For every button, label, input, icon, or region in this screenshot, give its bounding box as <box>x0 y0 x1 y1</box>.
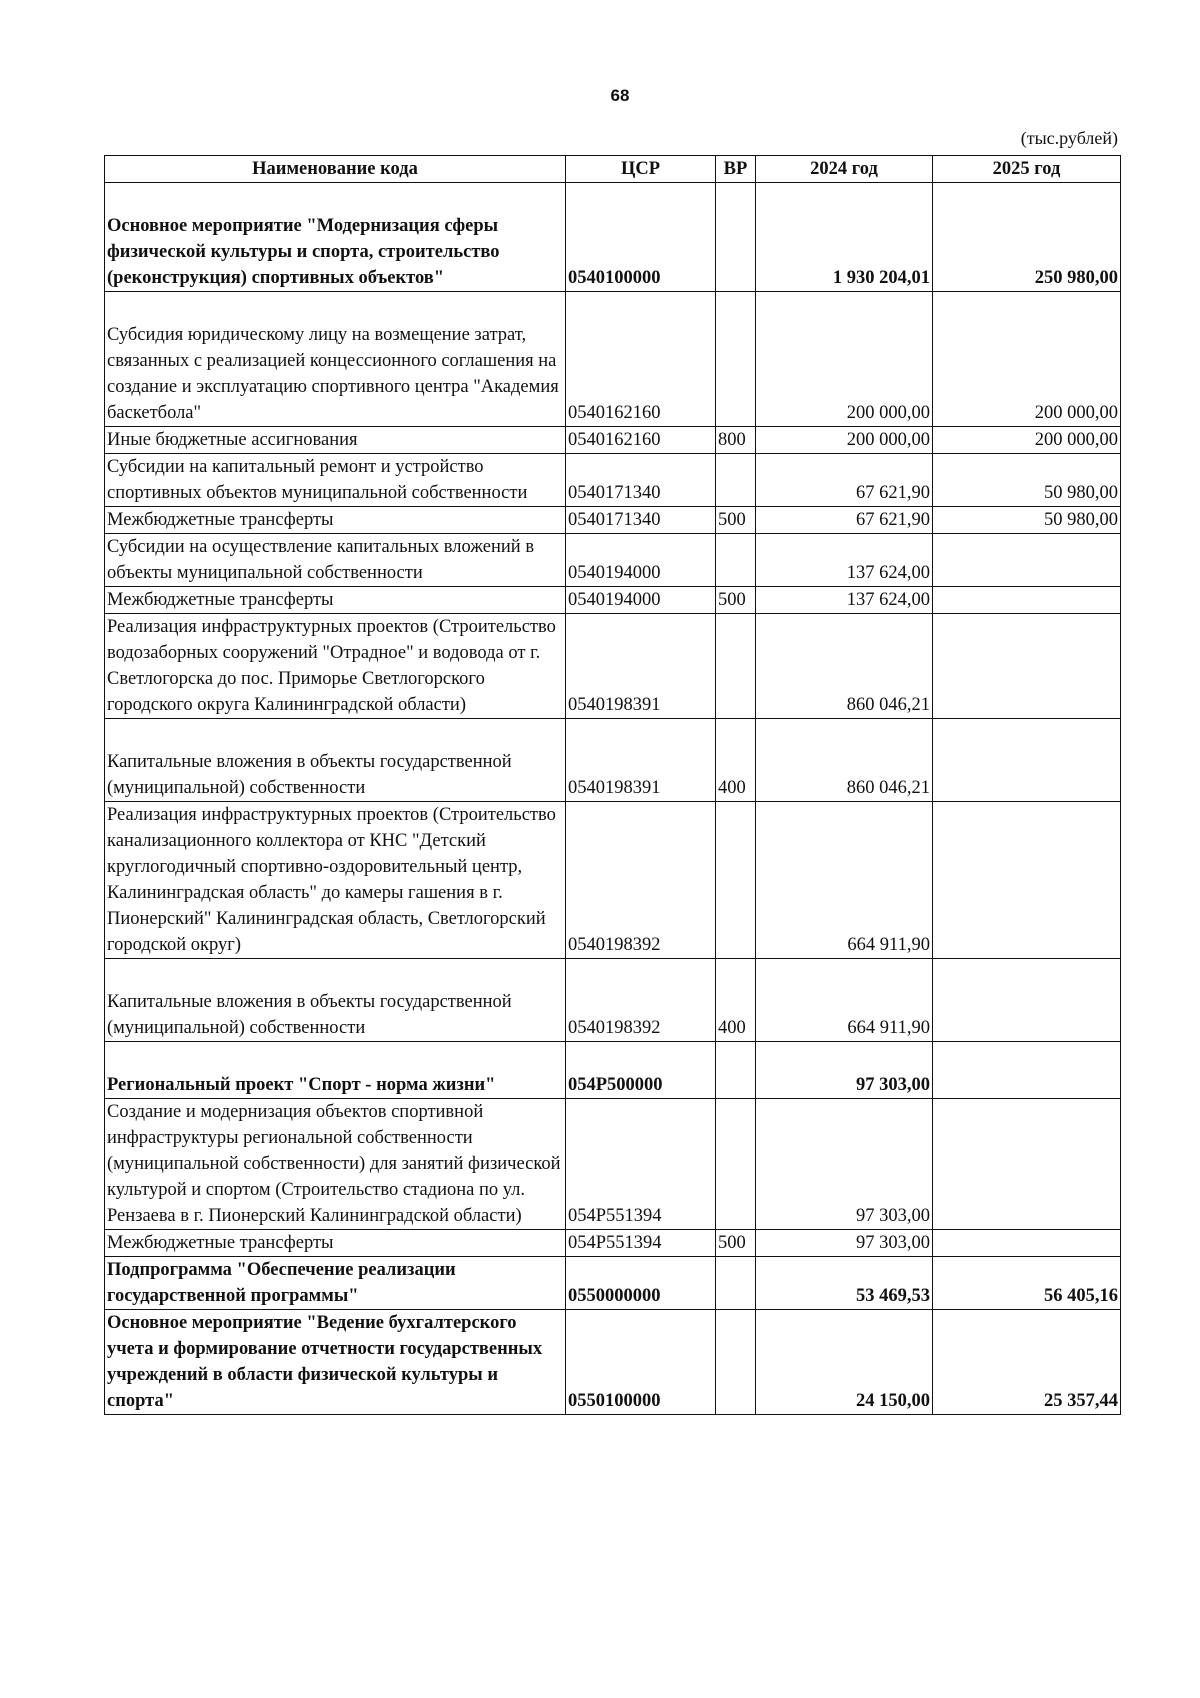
row-csr: 0540171340 <box>566 507 716 534</box>
row-amount-2025: 50 980,00 <box>933 507 1121 534</box>
row-vr <box>716 183 756 292</box>
row-amount-2024: 664 911,90 <box>756 802 933 959</box>
row-vr <box>716 1099 756 1230</box>
row-amount-2024: 67 621,90 <box>756 507 933 534</box>
row-vr <box>716 614 756 719</box>
row-vr <box>716 802 756 959</box>
row-csr: 0540194000 <box>566 587 716 614</box>
row-csr: 0550000000 <box>566 1257 716 1310</box>
row-amount-2025 <box>933 719 1121 802</box>
row-csr: 0540171340 <box>566 454 716 507</box>
row-name: Реализация инфраструктурных проектов (Строительство канализационного коллектора от КНС "Детский круглогодичный спортивно-оздоровительный центр, Калининградская область" до камеры гашения в г. Пионерский" Калининградская область, Светлогорский городской округ) <box>105 802 566 959</box>
column-header-2024: 2024 год <box>756 156 933 183</box>
row-csr: 0540198392 <box>566 959 716 1042</box>
row-csr: 0540198391 <box>566 614 716 719</box>
row-name: Субсидия юридическому лицу на возмещение затрат, связанных с реализацией концессионного соглашения на создание и эксплуатацию спортивного центра "Академия баскетбола" <box>105 292 566 427</box>
table-row <box>105 1310 1121 1415</box>
table-row <box>105 507 1121 534</box>
row-vr: 800 <box>716 427 756 454</box>
row-amount-2024: 97 303,00 <box>756 1230 933 1257</box>
row-amount-2024: 67 621,90 <box>756 454 933 507</box>
units-note: (тыс.рублей) <box>1020 128 1118 148</box>
row-csr: 0540198392 <box>566 802 716 959</box>
table-row <box>105 959 1121 1042</box>
row-vr <box>716 1257 756 1310</box>
row-amount-2025 <box>933 534 1121 587</box>
row-amount-2024: 1 930 204,01 <box>756 183 933 292</box>
budget-table <box>104 155 1121 1415</box>
page-number: 68 <box>610 86 630 105</box>
row-vr <box>716 454 756 507</box>
row-amount-2024: 200 000,00 <box>756 292 933 427</box>
row-csr: 054P551394 <box>566 1099 716 1230</box>
row-vr <box>716 1310 756 1415</box>
row-name: Создание и модернизация объектов спортивной инфраструктуры региональной собственности (муниципальной собственности) для занятий физической культурой и спортом (Строительство стадиона по ул. Рензаева в г. Пионерский Калининградской области) <box>105 1099 566 1230</box>
row-amount-2024: 137 624,00 <box>756 534 933 587</box>
table-row <box>105 614 1121 719</box>
row-amount-2025 <box>933 587 1121 614</box>
row-csr: 0540198391 <box>566 719 716 802</box>
table-header-row <box>105 156 1121 183</box>
row-csr: 054P551394 <box>566 1230 716 1257</box>
row-amount-2024: 200 000,00 <box>756 427 933 454</box>
row-name: Иные бюджетные ассигнования <box>105 427 566 454</box>
row-amount-2025 <box>933 1099 1121 1230</box>
row-amount-2025: 25 357,44 <box>933 1310 1121 1415</box>
row-csr: 0540100000 <box>566 183 716 292</box>
row-name: Подпрограмма "Обеспечение реализации государственной программы" <box>105 1257 566 1310</box>
row-vr: 500 <box>716 1230 756 1257</box>
table-row <box>105 1230 1121 1257</box>
row-amount-2025: 50 980,00 <box>933 454 1121 507</box>
table-row <box>105 427 1121 454</box>
row-name: Межбюджетные трансферты <box>105 1230 566 1257</box>
row-amount-2025: 56 405,16 <box>933 1257 1121 1310</box>
row-csr: 0550100000 <box>566 1310 716 1415</box>
row-amount-2024: 137 624,00 <box>756 587 933 614</box>
row-amount-2025: 200 000,00 <box>933 292 1121 427</box>
row-name: Межбюджетные трансферты <box>105 507 566 534</box>
row-vr: 400 <box>716 959 756 1042</box>
column-header-2025: 2025 год <box>933 156 1121 183</box>
row-amount-2024: 53 469,53 <box>756 1257 933 1310</box>
row-amount-2025 <box>933 1042 1121 1099</box>
row-csr: 0540162160 <box>566 292 716 427</box>
row-amount-2025 <box>933 802 1121 959</box>
row-name: Основное мероприятие "Ведение бухгалтерского учета и формирование отчетности государственных учреждений в области физической культуры и спорта" <box>105 1310 566 1415</box>
row-vr <box>716 534 756 587</box>
row-vr: 500 <box>716 587 756 614</box>
row-name: Субсидии на осуществление капитальных вложений в объекты муниципальной собственности <box>105 534 566 587</box>
row-name: Реализация инфраструктурных проектов (Строительство водозаборных сооружений "Отрадное" и водовода от г. Светлогорска до пос. Приморье Светлогорского городского округа Калининградской области) <box>105 614 566 719</box>
row-name: Межбюджетные трансферты <box>105 587 566 614</box>
row-vr <box>716 1042 756 1099</box>
row-name: Капитальные вложения в объекты государственной (муниципальной) собственности <box>105 959 566 1042</box>
table-row <box>105 1099 1121 1230</box>
table-row <box>105 292 1121 427</box>
row-amount-2024: 860 046,21 <box>756 614 933 719</box>
row-csr: 0540162160 <box>566 427 716 454</box>
row-amount-2025: 250 980,00 <box>933 183 1121 292</box>
row-amount-2024: 97 303,00 <box>756 1099 933 1230</box>
table-row <box>105 183 1121 292</box>
row-amount-2025 <box>933 1230 1121 1257</box>
row-amount-2024: 664 911,90 <box>756 959 933 1042</box>
table-row <box>105 534 1121 587</box>
column-header-csr: ЦСР <box>566 156 716 183</box>
row-csr: 0540194000 <box>566 534 716 587</box>
row-amount-2025 <box>933 614 1121 719</box>
row-vr <box>716 292 756 427</box>
row-vr: 400 <box>716 719 756 802</box>
table-row <box>105 1257 1121 1310</box>
table-row <box>105 587 1121 614</box>
row-name: Субсидии на капитальный ремонт и устройство спортивных объектов муниципальной собственности <box>105 454 566 507</box>
column-header-name: Наименование кода <box>105 156 566 183</box>
row-name: Региональный проект "Спорт - норма жизни" <box>105 1042 566 1099</box>
table-row <box>105 1042 1121 1099</box>
row-name: Основное мероприятие "Модернизация сферы физической культуры и спорта, строительство (реконструкция) спортивных объектов" <box>105 183 566 292</box>
column-header-vr: ВР <box>716 156 756 183</box>
row-name: Капитальные вложения в объекты государственной (муниципальной) собственности <box>105 719 566 802</box>
row-amount-2025: 200 000,00 <box>933 427 1121 454</box>
row-csr: 054P500000 <box>566 1042 716 1099</box>
row-amount-2024: 24 150,00 <box>756 1310 933 1415</box>
table-row <box>105 719 1121 802</box>
table-row <box>105 454 1121 507</box>
row-vr: 500 <box>716 507 756 534</box>
row-amount-2024: 97 303,00 <box>756 1042 933 1099</box>
row-amount-2024: 860 046,21 <box>756 719 933 802</box>
row-amount-2025 <box>933 959 1121 1042</box>
table-row <box>105 802 1121 959</box>
